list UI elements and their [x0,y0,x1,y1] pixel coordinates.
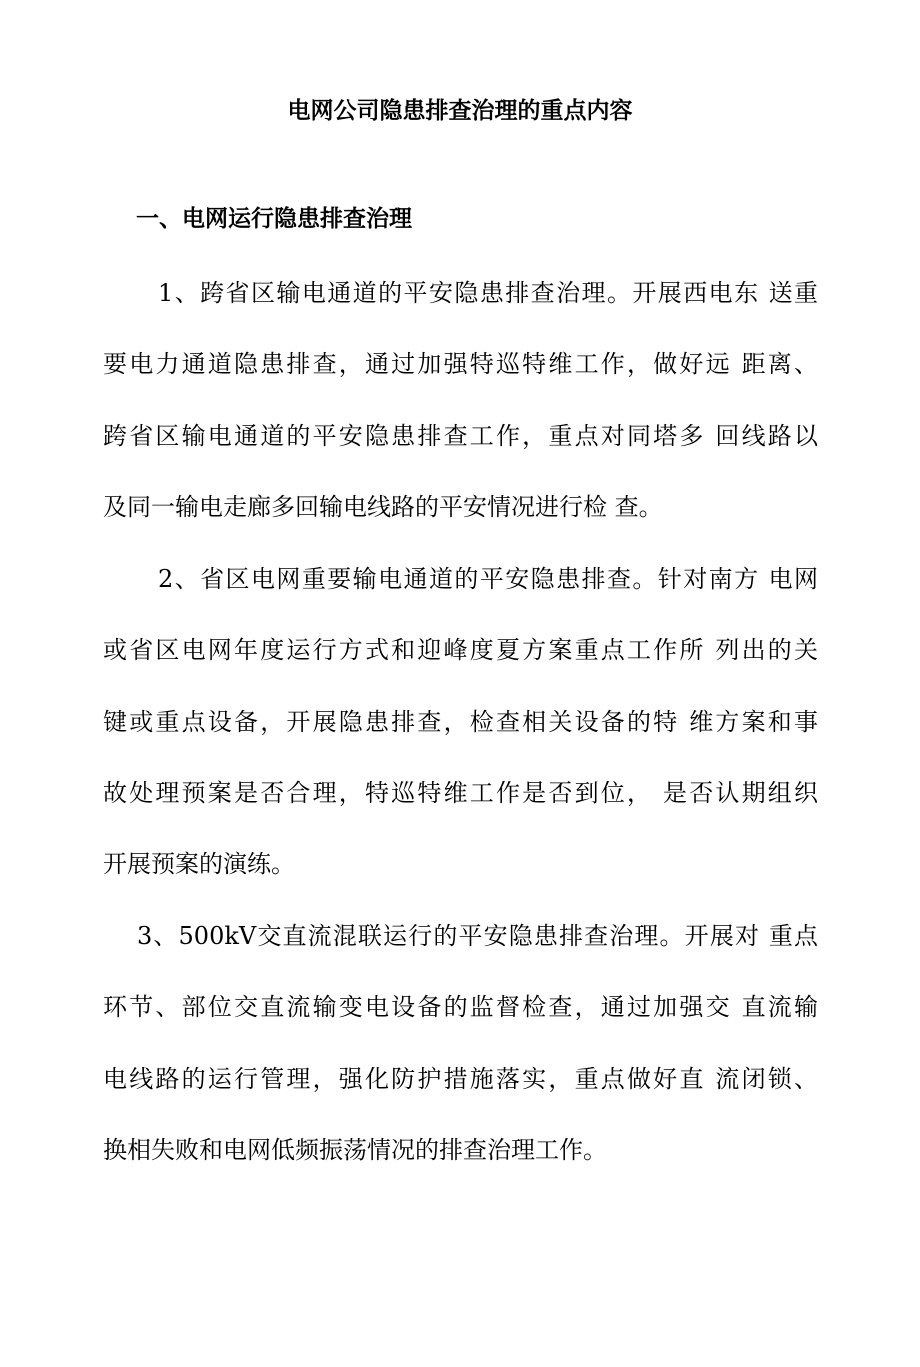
paragraph-line: 键或重点设备，开展隐患排查，检查相关设备的特 维方案和事 [103,708,818,736]
section-heading: 一、电网运行隐患排查治理 [136,206,412,232]
paragraph-line: 跨省区输电通道的平安隐患排查工作，重点对同塔多 回线路以 [103,422,818,450]
paragraph-line: 电线路的运行管理，强化防护措施落实，重点做好直 流闭锁、 [103,1065,818,1093]
paragraph-line: 或省区电网年度运行方式和迎峰度夏方案重点工作所 列出的关 [103,636,818,664]
paragraph-line: 换相失败和电网低频振荡情况的排查治理工作。 [103,1136,607,1164]
paragraph-line: 环节、部位交直流输变电设备的监督检查，通过加强交 直流输 [103,993,818,1021]
document-title: 电网公司隐患排查治理的重点内容 [287,98,633,124]
paragraph-line: 3、500kV交直流混联运行的平安隐患排查治理。开展对 重点 [137,922,818,950]
paragraph-line: 开展预案的演练。 [103,850,295,878]
paragraph-line: 1、跨省区输电通道的平安隐患排查治理。开展西电东 送重 [158,279,818,307]
paragraph-line: 2、省区电网重要输电通道的平安隐患排查。针对南方 电网 [158,565,818,593]
paragraph-line: 要电力通道隐患排查，通过加强特巡特维工作，做好远 距离、 [103,350,818,378]
paragraph-line: 及同一输电走廊多回输电线路的平安情况进行检 查。 [103,493,663,521]
paragraph-line: 故处理预案是否合理，特巡特维工作是否到位， 是否认期组织 [103,779,818,807]
